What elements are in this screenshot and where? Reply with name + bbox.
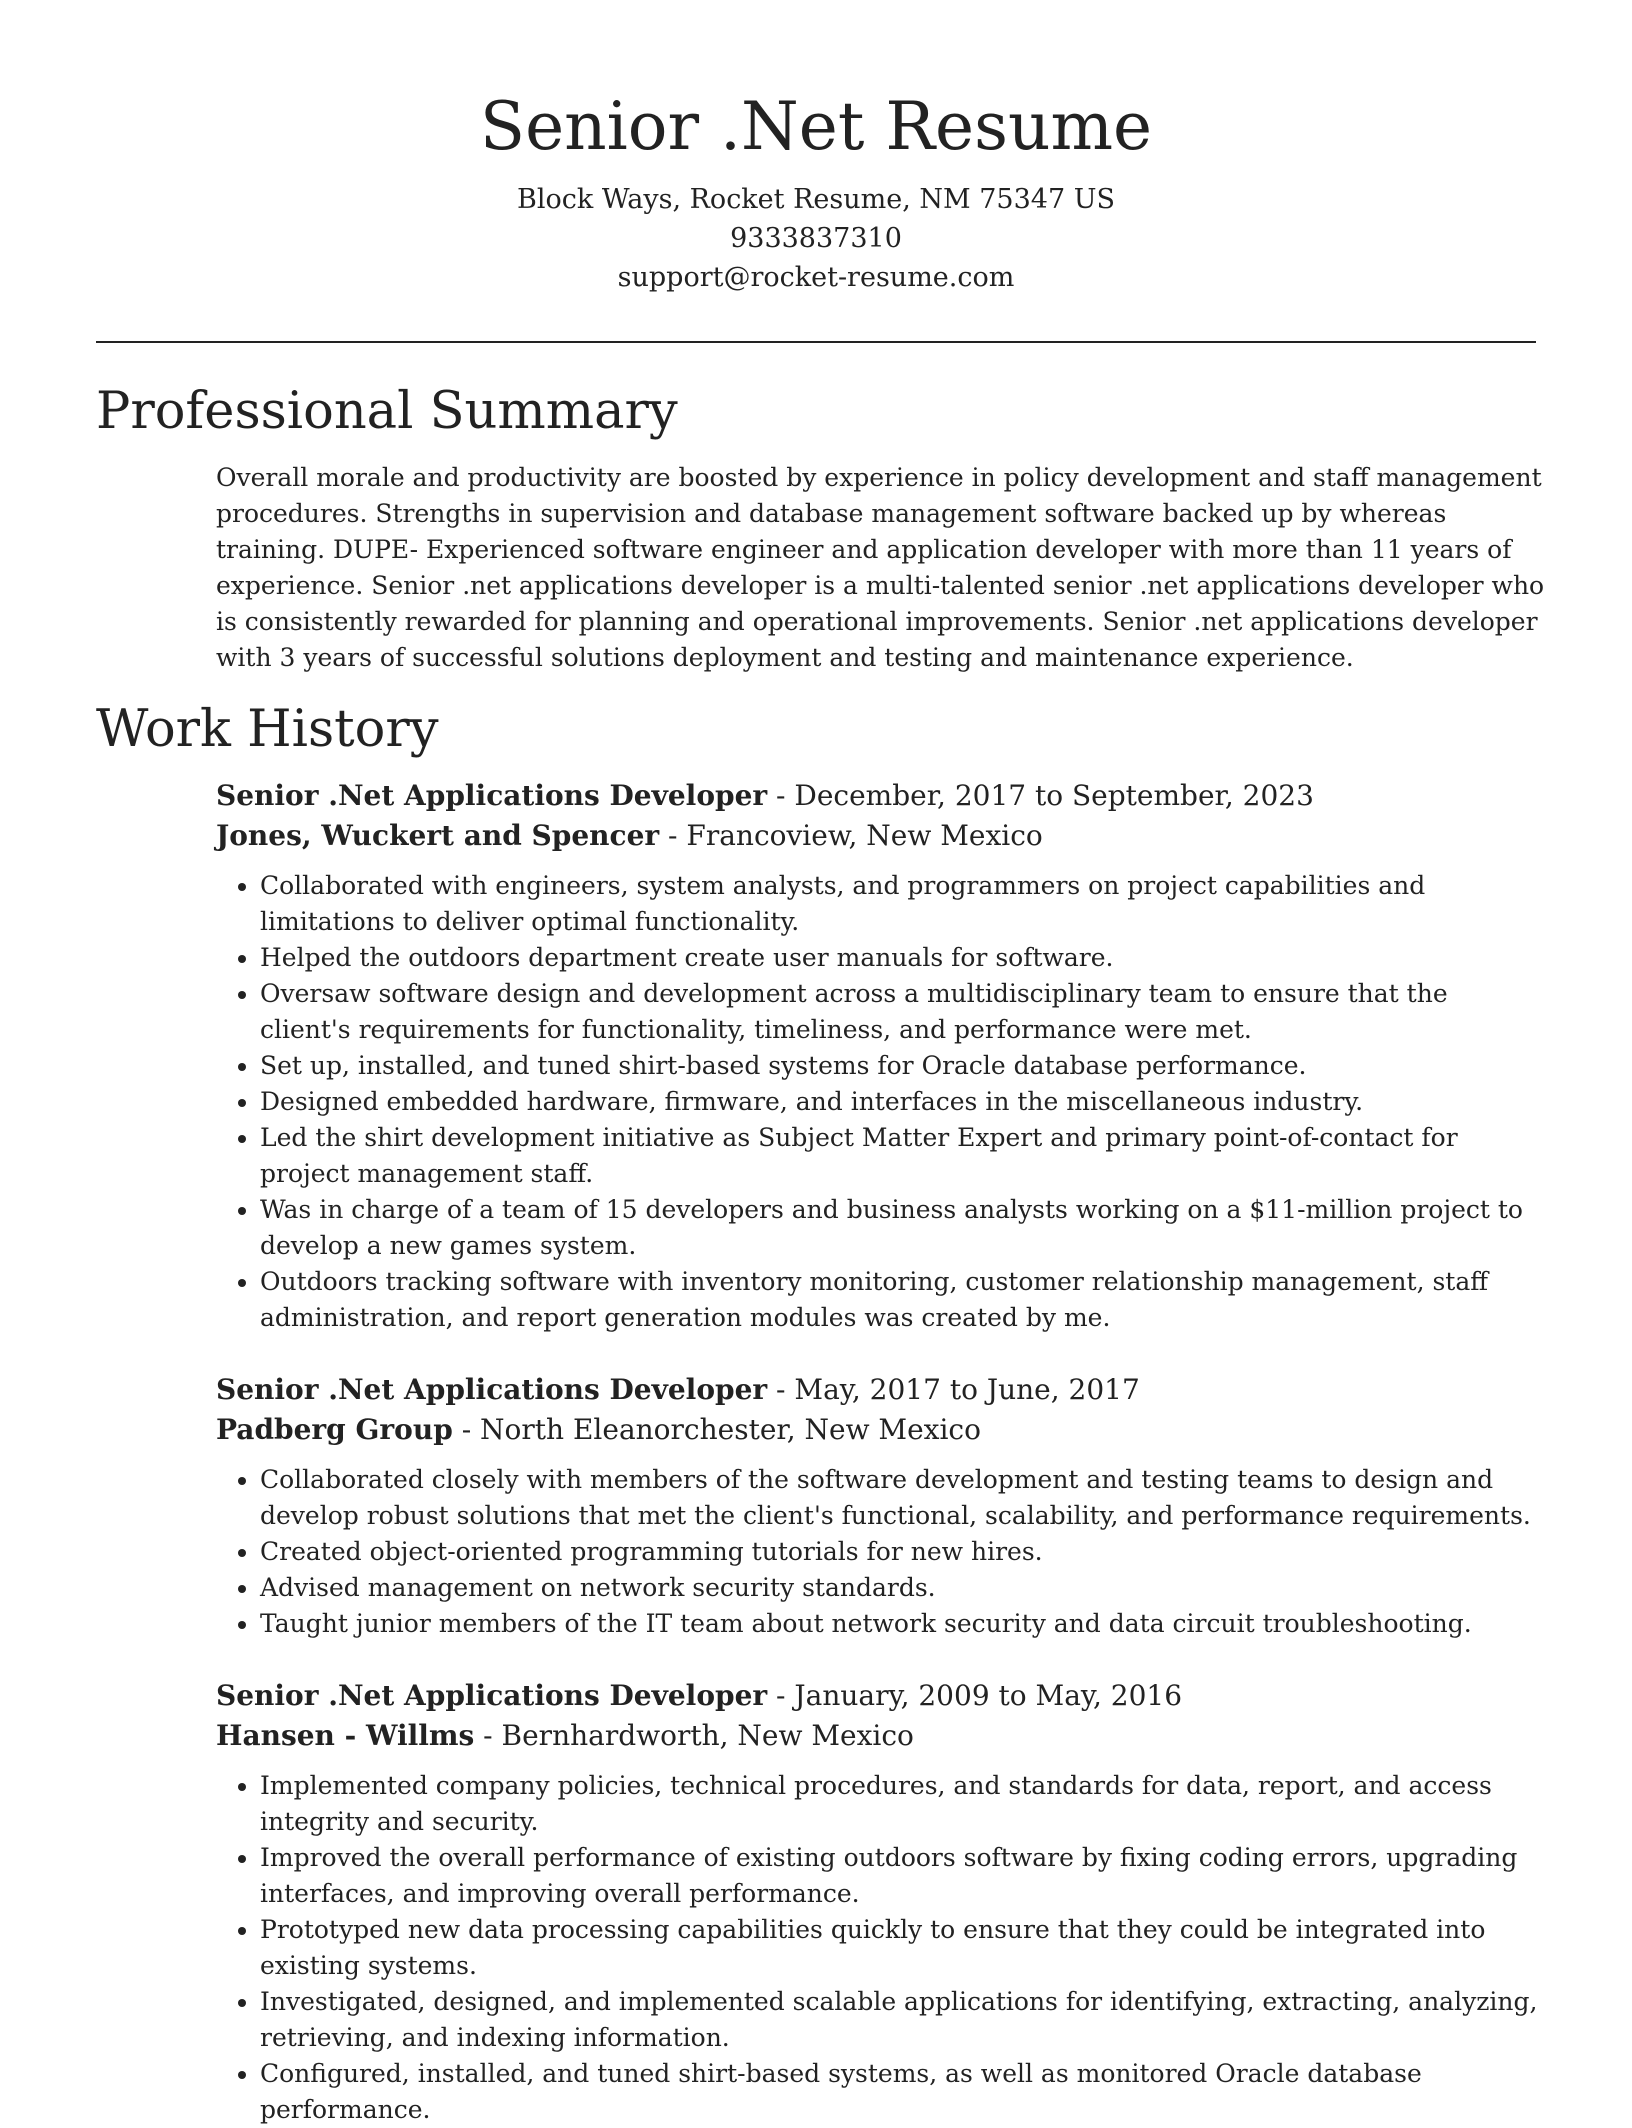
- job-bullets: [216, 1768, 1546, 2128]
- job-title-line: [216, 776, 1546, 816]
- contact-email: support@rocket-resume.com: [617, 262, 1015, 293]
- work-history-heading: Work History: [96, 700, 439, 759]
- job-company: Jones, Wuckert and Spencer: [216, 819, 660, 852]
- job-bullet: • Oversaw software design and development across a multidisciplinary team to ensure that the client's requirements for functionality, timeliness, and performance were met.: [260, 976, 1546, 1048]
- contact-phone: 9333837310: [730, 223, 902, 254]
- job-location: - North Eleanorchester, New Mexico: [461, 1413, 981, 1446]
- job-bullet: • Improved the overall performance of existing outdoors software by fixing coding errors, upgrading interfaces, and improving overall performance.: [260, 1840, 1546, 1912]
- job-bullet: • Prototyped new data processing capabilities quickly to ensure that they could be integrated into existing systems.: [260, 1912, 1546, 1984]
- job-location: - Francoview, New Mexico: [668, 819, 1043, 852]
- job-company: Hansen - Willms: [216, 1719, 475, 1752]
- job-title-line: [216, 1370, 1546, 1410]
- job-bullet: • Collaborated closely with members of the software development and testing teams to design and develop robust solutions that met the client's functional, scalability, and performance requirements.: [260, 1462, 1546, 1534]
- job-dates: - January, 2009 to May, 2016: [776, 1679, 1183, 1712]
- job-bullets: [216, 868, 1546, 1336]
- job-role: Senior .Net Applications Developer: [216, 1373, 768, 1406]
- job-bullet: • Set up, installed, and tuned shirt-based systems for Oracle database performance.: [260, 1048, 1546, 1084]
- job-dates: - May, 2017 to June, 2017: [776, 1373, 1140, 1406]
- job-dates: - December, 2017 to September, 2023: [776, 779, 1314, 812]
- job-title-line: [216, 1676, 1546, 1716]
- job-role: Senior .Net Applications Developer: [216, 1679, 768, 1712]
- job-company-line: [216, 1716, 1546, 1756]
- job-bullet: • Led the shirt development initiative as Subject Matter Expert and primary point-of-contact for project management staff.: [260, 1120, 1546, 1192]
- job-bullet: • Created object-oriented programming tutorials for new hires.: [260, 1534, 1546, 1570]
- summary-text: Overall morale and productivity are boosted by experience in policy development and staff management procedures. Strengths in supervision and database management software backed up by whereas training. DUPE- Experienced software engineer and application developer with more than 11 years of experience. Senior .net applications developer is a multi-talented senior .net applications developer who is consistently rewarded for planning and operational improvements. Senior .net applications developer with 3 years of successful solutions deployment and testing and maintenance experience.: [216, 463, 1545, 672]
- job-bullet: • Advised management on network security standards.: [260, 1570, 1546, 1606]
- job-bullet: • Investigated, designed, and implemented scalable applications for identifying, extracting, analyzing, retrieving, and indexing information.: [260, 1984, 1546, 2056]
- header-divider: [96, 341, 1536, 343]
- job-bullet: • Outdoors tracking software with inventory monitoring, customer relationship management, staff administration, and report generation modules was created by me.: [260, 1264, 1546, 1336]
- job-bullet: • Was in charge of a team of 15 developers and business analysts working on a $11-million project to develop a new games system.: [260, 1192, 1546, 1264]
- job-role: Senior .Net Applications Developer: [216, 779, 768, 812]
- resume-header: [0, 84, 1632, 297]
- job-bullet: • Helped the outdoors department create user manuals for software.: [260, 940, 1546, 976]
- job-bullet: • Collaborated with engineers, system analysts, and programmers on project capabilities and limitations to deliver optimal functionality.: [260, 868, 1546, 940]
- resume-name: Senior .Net Resume: [479, 88, 1153, 165]
- job-entry: [216, 776, 1546, 1336]
- job-entry: [216, 1676, 1546, 2128]
- summary-heading: Professional Summary: [96, 382, 678, 441]
- job-bullet: • Taught junior members of the IT team about network security and data circuit troubleshooting.: [260, 1606, 1546, 1642]
- job-bullet: • Implemented company policies, technical procedures, and standards for data, report, and access integrity and security.: [260, 1768, 1546, 1840]
- contact-address: Block Ways, Rocket Resume, NM 75347 US: [517, 184, 1115, 215]
- job-bullet: • Configured, installed, and tuned shirt-based systems, as well as monitored Oracle database performance.: [260, 2056, 1546, 2128]
- job-location: - Bernhardworth, New Mexico: [483, 1719, 914, 1752]
- job-bullets: [216, 1462, 1546, 1642]
- job-company: Padberg Group: [216, 1413, 453, 1446]
- job-entry: [216, 1370, 1546, 1642]
- job-company-line: [216, 816, 1546, 856]
- job-company-line: [216, 1410, 1546, 1450]
- contact-block: [0, 180, 1632, 297]
- job-bullet: • Designed embedded hardware, firmware, and interfaces in the miscellaneous industry.: [260, 1084, 1546, 1120]
